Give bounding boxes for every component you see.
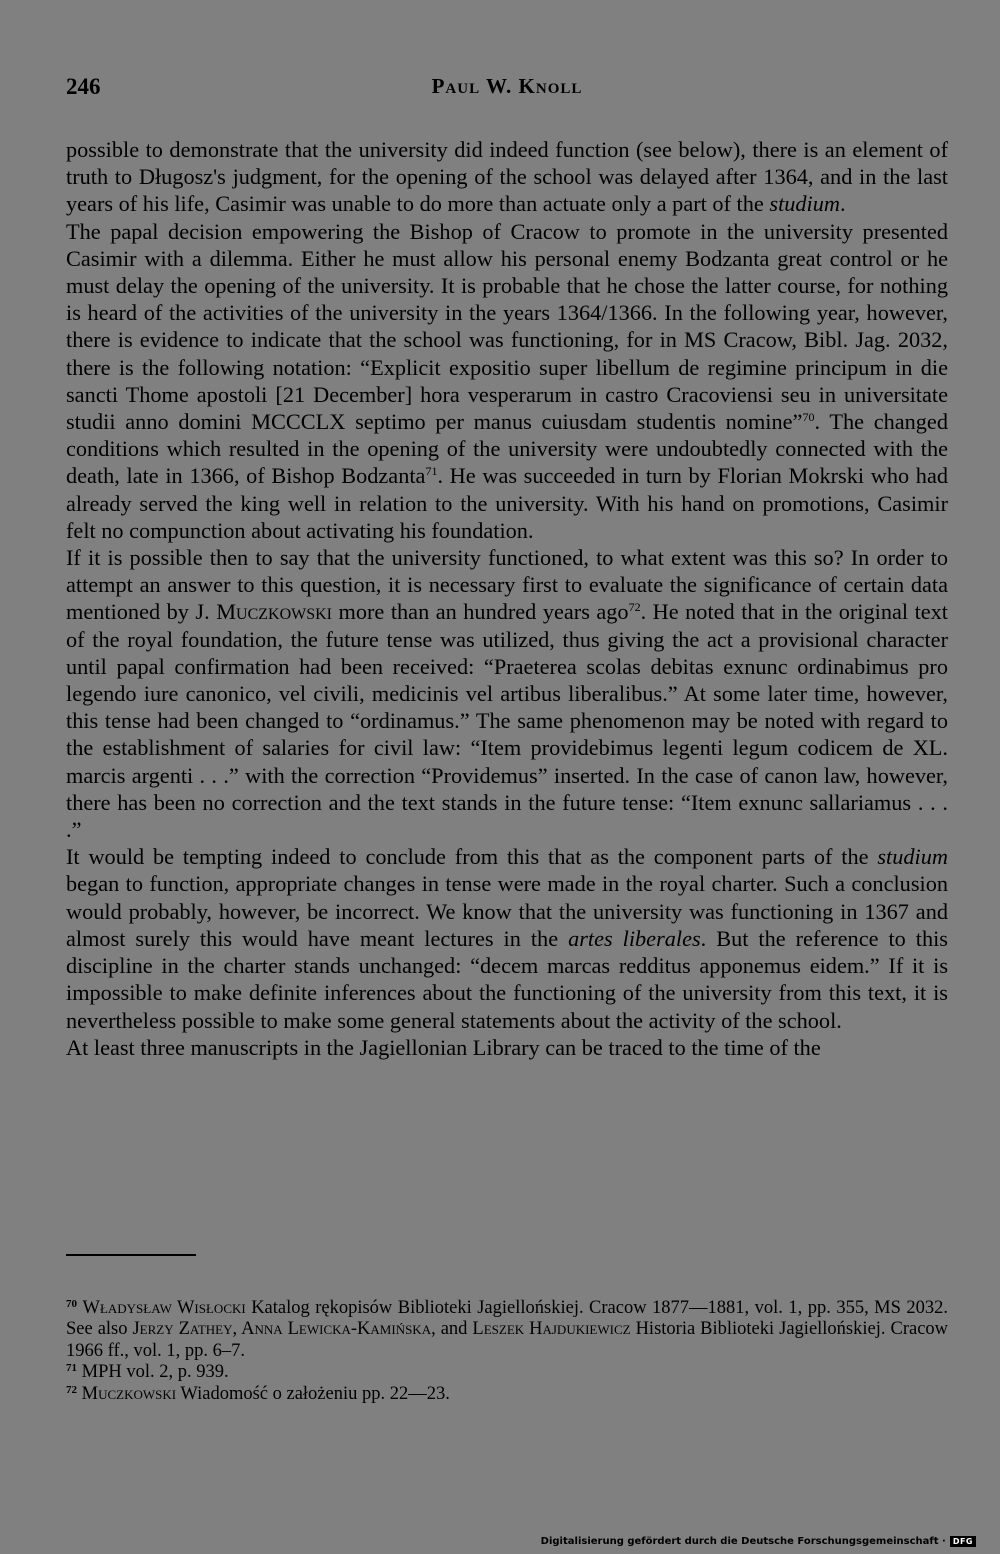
footnote-rule [66, 1254, 196, 1256]
dfg-logo: DFG [950, 1536, 976, 1547]
running-head-author: Paul W. Knoll [431, 74, 583, 98]
paragraph-4: It would be tempting indeed to conclude from this that as the component parts of the studium began to function, appropriate changes in tense were made in the royal charter. Such a conclusion would probably, however, be incorrect. We know that the university was functioning in 1367 and almost surely this would have meant lectures in the artes liberales. But the reference to this discipline in the charter stands unchanged: “decem marcas redditus apponemus eidem.” If it is impossible to make definite inferences about the functioning of the university from this text, it is nevertheless possible to make some general statements about the activity of the school. [66, 844, 948, 1033]
paragraph-1: possible to demonstrate that the university did indeed function (see below), there is an element of truth to Długosz's judgment, for the opening of the school was delayed after 1364, and in the last years of his life, Casimir was unable to do more than actuate only a part of the studium. [66, 137, 948, 217]
footnote-ref-72: 72 [628, 600, 641, 615]
credit-text: Digitalisierung gefördert durch die Deutsche Forschungsgemeinschaft · [540, 1536, 946, 1547]
footnote-71: $^{71}$ MPH vol. 2, p. 939. [66, 1362, 229, 1383]
footnote-70: $^{70}$ Władysław Wisłocki Katalog rękopisów Biblioteki Jagiellońskiej. Cracow 1877—1881, vol. 1, pp. 355, MS 2032. See also Jerzy Zathey, Anna Lewicka-Kamińska, and Leszek Hajdukiewicz Historia Biblioteki Jagiellońskiej. Cracow 1966 ff., vol. 1, pp. 6–7. [66, 1298, 949, 1361]
footnote-ref-70: 70 [802, 410, 815, 425]
paragraph-5: At least three manuscripts in the Jagiellonian Library can be traced to the time of the [66, 1034, 821, 1060]
footnote-ref-71: 71 [425, 464, 438, 479]
page-number: 246 [66, 74, 101, 99]
body-text [66, 136, 948, 1061]
running-head [66, 74, 948, 108]
digitization-credit [541, 1536, 976, 1547]
paragraph-2: The papal decision empowering the Bishop of Cracow to promote in the university presented Casimir with a dilemma. Either he must allow his personal enemy Bodzanta great control or he must delay the opening of the university. It is probable that he chose the latter course, for nothing is heard of the activities of the university in the years 1364/1366. In the following year, however, there is evidence to indicate that the school was functioning, for in MS Cracow, Bibl. Jag. 2032, there is the following notation: “Explicit expositio super libellum de regimine principum in die sancti Thome apostoli [21 December] hora vesperarum in castro Cracoviensi seu in universitate studii anno domini MCCCLX septimo per manus cuiusdam studentis nomine”$^{70}$. The changed conditions which resulted in the opening of the university were undoubtedly connected with the death, late in 1366, of Bishop Bodzanta$^{71}$. He was succeeded in turn by Florian Mokrski who had already served the king well in relation to the university. With his hand on promotions, Casimir felt no compunction about activating his foundation. [66, 218, 948, 543]
footnotes [66, 1298, 948, 1405]
footnote-72: $^{72}$ Muczkowski Wiadomość o założeniu pp. 22—23. [66, 1383, 450, 1404]
paragraph-3: If it is possible then to say that the university functioned, to what extent was this so? In order to attempt an answer to this question, it is necessary first to evaluate the significance of certain data mentioned by J. Muczkowski more than an hundred years ago$^{72}$. He noted that in the original text of the royal foundation, the future tense was utilized, thus giving the act a provisional character until papal confirmation had been received: “Praeterea scolas debitas exnunc ordinabimus pro legendo iure canonico, vel civili, medicinis vel artibus liberalibus.” At some later time, however, this tense had been changed to “ordinamus.” The same phenomenon may be noted with regard to the establishment of salaries for civil law: “Item providebimus legenti legum codicem de XL. marcis argenti . . .” with the correction “Providemus” inserted. In the case of canon law, however, there has been no correction and the text stands in the future tense: “Item exnunc sallariamus . . . .” [66, 545, 949, 843]
